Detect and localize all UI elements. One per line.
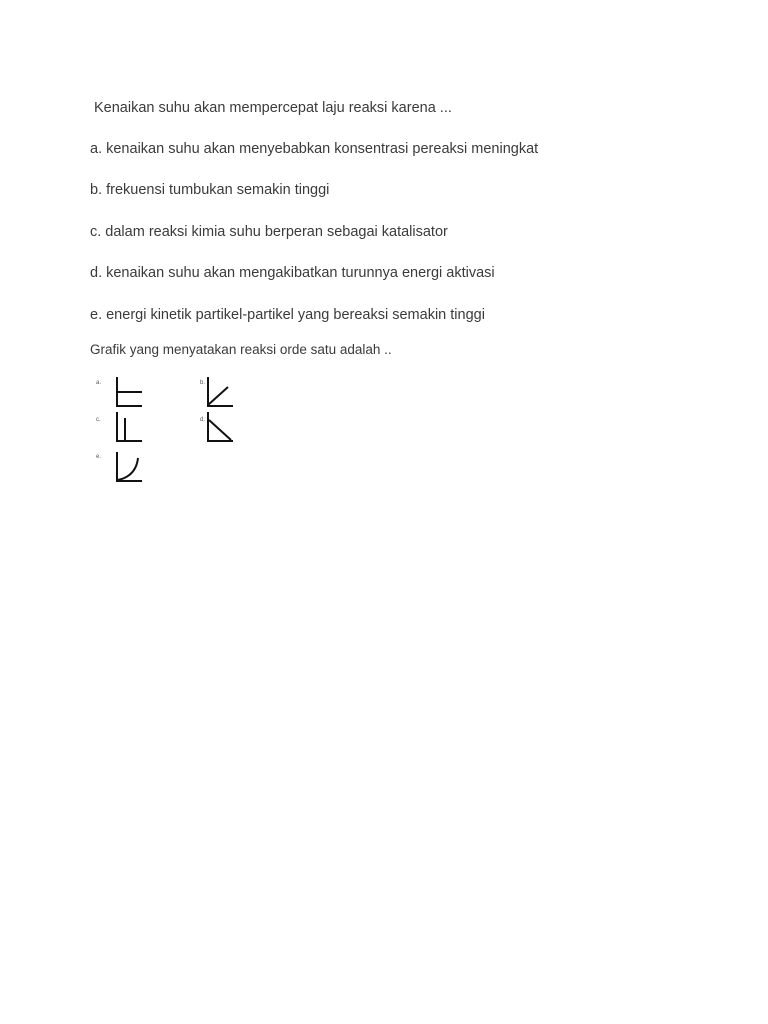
question-2-stem: Grafik yang menyatakan reaksi orde satu adalah .. (90, 342, 392, 357)
question-1-option-d: d. kenaikan suhu akan mengakibatkan turunnya energi aktivasi (90, 265, 495, 281)
graph-d (200, 412, 233, 441)
graph-d-axes (208, 412, 233, 441)
graph-e (96, 452, 142, 481)
graph-c-label: c. (96, 417, 101, 423)
graph-c-axes (117, 412, 142, 441)
graph-b (200, 377, 233, 406)
question-1-stem: Kenaikan suhu akan mempercepat laju reaksi karena ... (94, 100, 452, 116)
graph-b-label: b. (200, 380, 206, 386)
graph-d-label: d. (200, 417, 206, 423)
graph-e-label: e. (96, 454, 102, 460)
graph-e-curve (118, 458, 138, 480)
question-1-option-b: b. frekuensi tumbukan semakin tinggi (90, 182, 330, 198)
question-1-option-c: c. dalam reaksi kimia suhu berperan sebagai katalisator (90, 224, 448, 240)
question-1-option-e: e. energi kinetik partikel-partikel yang bereaksi semakin tinggi (90, 307, 485, 323)
graph-e-axes (117, 452, 142, 481)
graph-a (96, 377, 142, 406)
graph-b-curve (208, 387, 228, 405)
graph-a-label: a. (96, 380, 102, 386)
graph-c (96, 412, 142, 441)
graph-d-curve (209, 420, 231, 440)
rate-order-graphs-figure (88, 372, 248, 492)
question-1-option-a: a. kenaikan suhu akan menyebabkan konsentrasi pereaksi meningkat (90, 141, 539, 157)
